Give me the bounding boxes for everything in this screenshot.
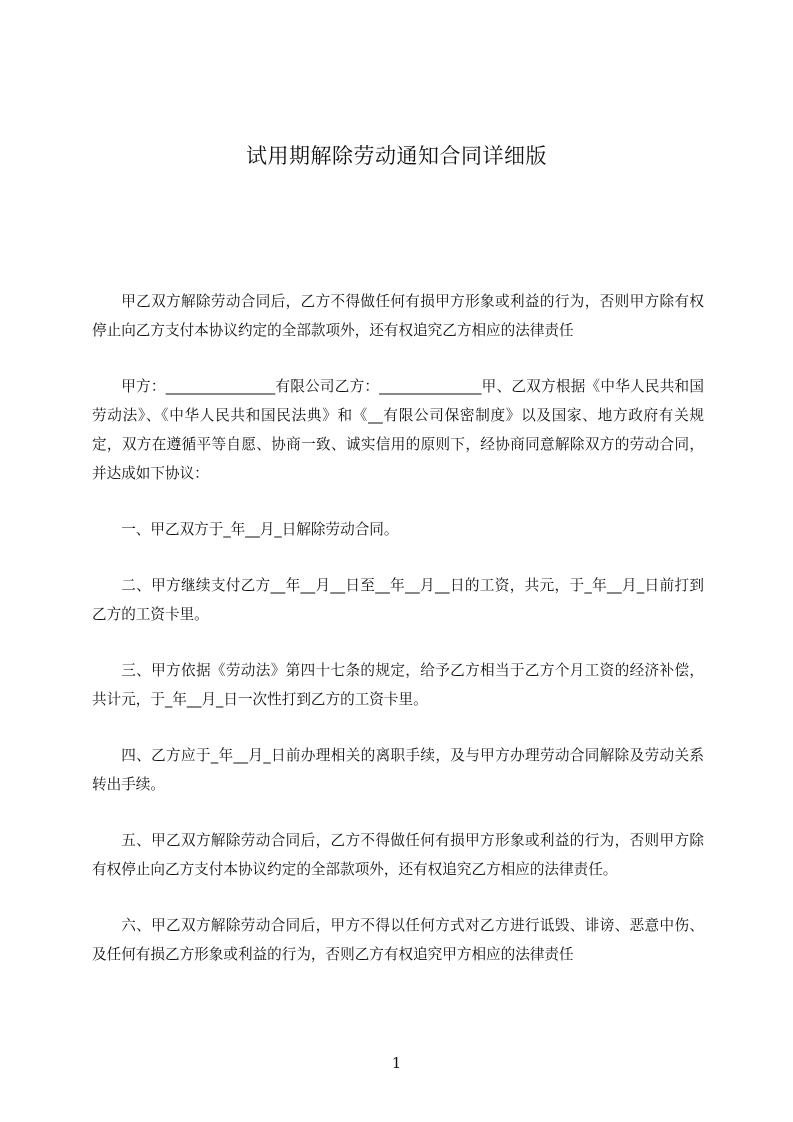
clause-4: 四、乙方应于_年__月_日前办理相关的离职手续，及与甲方办理劳动合同解除及劳动关系转出手续。 <box>92 747 704 793</box>
clause-1: 一、甲乙双方于_年__月_日解除劳动合同。 <box>121 521 399 538</box>
clause-3: 三、甲方依据《劳动法》第四十七条的规定，给予乙方相当于乙方个月工资的经济补偿，共计元，于_年__月_日一次性打到乙方的工资卡里。 <box>92 662 704 708</box>
paragraph-parties: 甲方：_______________有限公司乙方：______________甲、乙双方根据《中华人民共和国劳动法》、《中华人民共和国民法典》和《__有限公司保密制度》以及国家、地方政府有关规定，双方在遵循平等自愿、协商一致、诚实信用的原则下，经协商同意解除双方的劳动合同，并达成如下协议： <box>92 378 704 482</box>
page-number: 1 <box>391 1054 402 1072</box>
document-title: 试用期解除劳动通知合同详细版 <box>246 144 547 168</box>
clause-6: 六、甲乙双方解除劳动合同后，甲方不得以任何方式对乙方进行诋毁、诽谤、恶意中伤、及任何有损乙方形象或利益的行为，否则乙方有权追究甲方相应的法律责任 <box>92 917 704 963</box>
clause-2: 二、甲方继续支付乙方__年__月__日至__年__月__日的工资，共元，于_年__月_日前打到乙方的工资卡里。 <box>92 577 704 623</box>
clause-5: 五、甲乙双方解除劳动合同后，乙方不得做任何有损甲方形象或利益的行为，否则甲方除有权停止向乙方支付本协议约定的全部款项外，还有权追究乙方相应的法律责任。 <box>92 832 704 878</box>
paragraph-intro-liability: 甲乙双方解除劳动合同后，乙方不得做任何有损甲方形象或利益的行为，否则甲方除有权停止向乙方支付本协议约定的全部款项外，还有权追究乙方相应的法律责任 <box>92 293 704 339</box>
document-body <box>92 287 704 969</box>
